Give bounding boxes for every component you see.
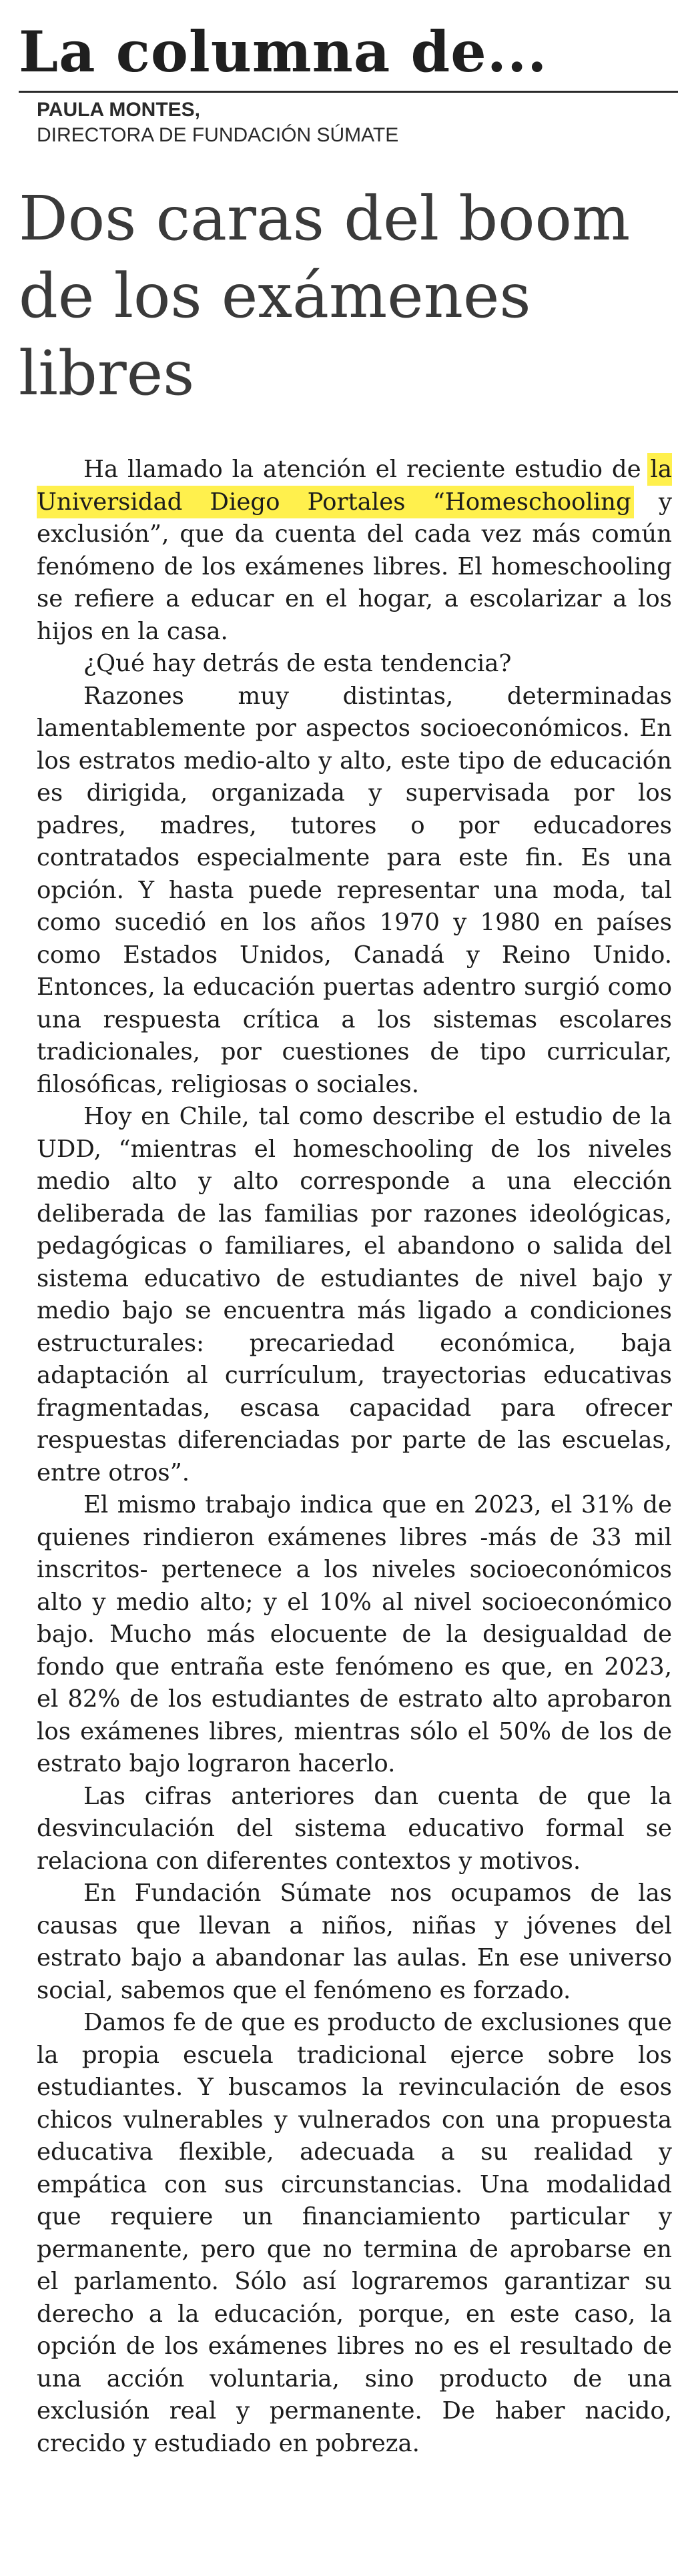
highlighted-text: la Universidad Diego Portales “Homeschooling [37, 456, 672, 516]
section-title: La columna de... [19, 19, 548, 85]
article-headline: Dos caras del boom de los exámenes libres [19, 183, 631, 409]
paragraph [37, 454, 672, 648]
paragraph: Hoy en Chile, tal como describe el estudio de la UDD, “mientras el homeschooling de los niveles medio alto y alto corresponde a una elección deliberada de las familias por razones ideológicas, pedagógicas o familiares, el abandono o salida del sistema educativo de estudiantes de nivel bajo y medio bajo se encuentra más ligado a condiciones estructurales: precariedad económica, baja adaptación al currículum, trayectorias educativas fragmentadas, escasa capacidad para ofrecer respuestas diferenciadas por parte de las escuelas, entre otros”. [37, 1103, 672, 1486]
paragraph: Razones muy distintas, determinadas lamentablemente por aspectos socioeconómicos. En los estratos medio-alto y alto, este tipo de educación es dirigida, organizada y supervisada por los padres, madres, tutores o por educadores contratados especialmente para este fin. Es una opción. Y hasta puede representar una moda, tal como sucedió en los años 1970 y 1980 en países como Estados Unidos, Canadá y Reino Unido. Entonces, la educación puertas adentro surgió como una respuesta crítica a los sistemas escolares tradicionales, por cuestiones de tipo curricular, filosóficas, religiosas o sociales. [37, 682, 672, 1098]
paragraph: En Fundación Súmate nos ocupamos de las causas que llevan a niños, niñas y jóvenes del estrato bajo a abandonar las aulas. En ese universo social, sabemos que el fenómeno es forzado. [37, 1879, 672, 2004]
paragraph: Las cifras anteriores dan cuenta de que la desvinculación del sistema educativo formal se relaciona con diferentes contextos y motivos. [37, 1782, 672, 1875]
article-body [37, 454, 672, 2460]
paragraph-rest-text: y exclusión”, que da cuenta del cada vez más común fenómeno de los exámenes libres. El homeschooling se refiere a educar en el hogar, a escolarizar a los hijos en la casa. [37, 488, 672, 645]
byline [37, 97, 398, 148]
author-name: PAULA MONTES, [37, 99, 200, 121]
section-divider [19, 91, 678, 93]
author-role: DIRECTORA DE FUNDACIÓN SÚMATE [37, 124, 399, 146]
paragraph-lead-text: Ha llamado la atención el reciente estudio de [83, 456, 651, 483]
paragraph: Damos fe de que es producto de exclusiones que la propia escuela tradicional ejerce sobre los estudiantes. Y buscamos la revinculación de esos chicos vulnerables y vulnerados con una propuesta educativa flexible, adecuada a su realidad y empática con sus circunstancias. Una modalidad que requiere un financiamiento particular y permanente, pero que no termina de aprobarse en el parlamento. Sólo así lograremos garantizar su derecho a la educación, porque, en este caso, la opción de los exámenes libres no es el resultado de una acción voluntaria, sino producto de una exclusión real y permanente. De haber nacido, crecido y estudiado en pobreza. [37, 2009, 672, 2457]
paragraph: El mismo trabajo indica que en 2023, el 31% de quienes rindieron exámenes libres -más de 33 mil inscritos- pertenece a los niveles socioeconómicos alto y medio alto; y el 10% al nivel socioeconómico bajo. Mucho más elocuente de la desigualdad de fondo que entraña este fenómeno es que, en 2023, el 82% de los estudiantes de estrato alto aprobaron los exámenes libres, mientras sólo el 50% de los de estrato bajo lograron hacerlo. [37, 1491, 672, 1777]
paragraph: ¿Qué hay detrás de esta tendencia? [83, 650, 512, 677]
